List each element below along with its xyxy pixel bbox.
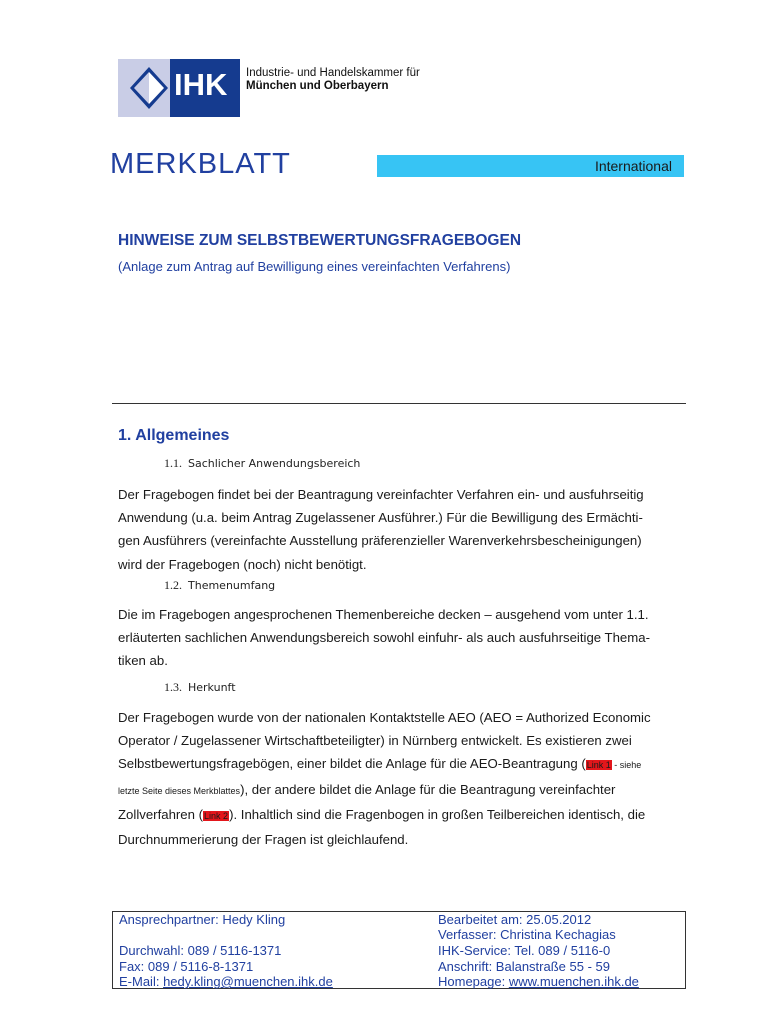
paragraph-text: Selbstbewertungsfragebögen, einer bildet die Anlage für die AEO-Beantragung (: [118, 756, 586, 772]
paragraph: [118, 603, 693, 673]
footer-service: IHK-Service: Tel. 089 / 5116-0: [438, 943, 611, 958]
paragraph-line: [118, 778, 693, 803]
paragraph-line: Anwendung (u.a. beim Antrag Zugelassener Ausführer.) Für die Bewilligung des Ermächti-: [118, 510, 643, 526]
category-bar: [377, 155, 684, 177]
footer-email: [119, 974, 333, 990]
logo-diamond-icon: [124, 63, 174, 113]
footer-address: Anschrift: Balanstraße 55 - 59: [438, 959, 610, 974]
document-subtitle: (Anlage zum Antrag auf Bewilligung eines vereinfachten Verfahrens): [118, 259, 511, 274]
horizontal-divider: [112, 403, 686, 404]
subsection-heading: [164, 578, 275, 593]
footer-email-label: E-Mail:: [119, 974, 164, 989]
paragraph-line: Durchnummerierung der Fragen ist gleichlaufend.: [118, 832, 409, 848]
paragraph-text-small: - siehe: [611, 760, 642, 771]
footer-contact-box: [112, 911, 686, 989]
subsection-label: Sachlicher Anwendungsbereich: [188, 457, 361, 470]
paragraph-line: Operator / Zugelassener Wirtschaftbeteiligter) in Nürnberg entwickelt. Es existieren zwei: [118, 733, 632, 749]
footer-contact: Ansprechpartner: Hedy Kling: [119, 912, 286, 927]
homepage-link[interactable]: www.muenchen.ihk.de: [508, 974, 639, 989]
paragraph-line: tiken ab.: [118, 653, 168, 669]
paragraph-line: Der Fragebogen findet bei der Beantragung vereinfachter Verfahren ein- und ausfuhrseitig: [118, 487, 644, 502]
paragraph: [118, 483, 693, 576]
footer-homepage-label: Homepage:: [438, 974, 509, 989]
paragraph-line: erläuterten sachlichen Anwendungsbereich sowohl einfuhr- als auch ausfuhrseitige Thema-: [118, 630, 650, 646]
paragraph-text-small: letzte Seite dieses Merkblattes: [118, 785, 241, 796]
paragraph-line: wird der Fragebogen (noch) nicht benötigt.: [118, 556, 367, 572]
email-link[interactable]: hedy.kling@muenchen.ihk.de: [163, 974, 333, 989]
footer-homepage: [438, 974, 639, 990]
footer-fax: Fax: 089 / 5116-8-1371: [119, 959, 254, 974]
link-2-marker[interactable]: Link 2: [204, 810, 229, 821]
logo-abbreviation: IHK: [174, 67, 228, 102]
paragraph-text: ), der andere bildet die Anlage für die Beantragung vereinfachter: [240, 781, 616, 797]
subsection-label: Themenumfang: [188, 579, 276, 592]
paragraph-line: Die im Fragebogen angesprochenen Themenbereiche decken – ausgehend vom unter 1.1.: [118, 607, 649, 622]
subsection-label: Herkunft: [188, 681, 236, 694]
logo-org-name-line2: München und Oberbayern: [246, 80, 389, 92]
subsection-number: 1.1.: [164, 456, 182, 470]
footer-edited-date: Bearbeitet am: 25.05.2012: [438, 912, 592, 927]
subsection-number: 1.3.: [164, 680, 182, 694]
subsection-number: 1.2.: [164, 578, 182, 592]
footer-phone: Durchwahl: 089 / 5116-1371: [119, 943, 282, 958]
document-title: HINWEISE ZUM SELBSTBEWERTUNGSFRAGEBOGEN: [118, 232, 522, 249]
paragraph-text: Zollverfahren (: [118, 806, 204, 822]
logo-org-name-line1: Industrie- und Handelskammer für: [246, 67, 420, 79]
paragraph-line: [118, 803, 693, 828]
paragraph-line: gen Ausführers (vereinfachte Ausstellung präferenzieller Warenverkehrsbescheinigungen): [118, 533, 642, 549]
document-type-heading: MERKBLATT: [110, 148, 291, 180]
category-label: International: [594, 158, 672, 174]
paragraph-line: [118, 752, 693, 777]
paragraph-text: ). Inhaltlich sind die Fragenbogen in großen Teilbereichen identisch, die: [229, 806, 646, 822]
ihk-logo: [118, 59, 420, 117]
subsection-heading: [164, 456, 360, 471]
section-heading: 1. Allgemeines: [118, 427, 230, 444]
subsection-heading: [164, 680, 236, 695]
paragraph-line: Der Fragebogen wurde von der nationalen Kontaktstelle AEO (AEO = Authorized Economic: [118, 710, 651, 725]
paragraph: [118, 706, 693, 851]
link-1-marker[interactable]: Link 1: [586, 760, 611, 771]
footer-author: Verfasser: Christina Kechagias: [438, 927, 616, 942]
